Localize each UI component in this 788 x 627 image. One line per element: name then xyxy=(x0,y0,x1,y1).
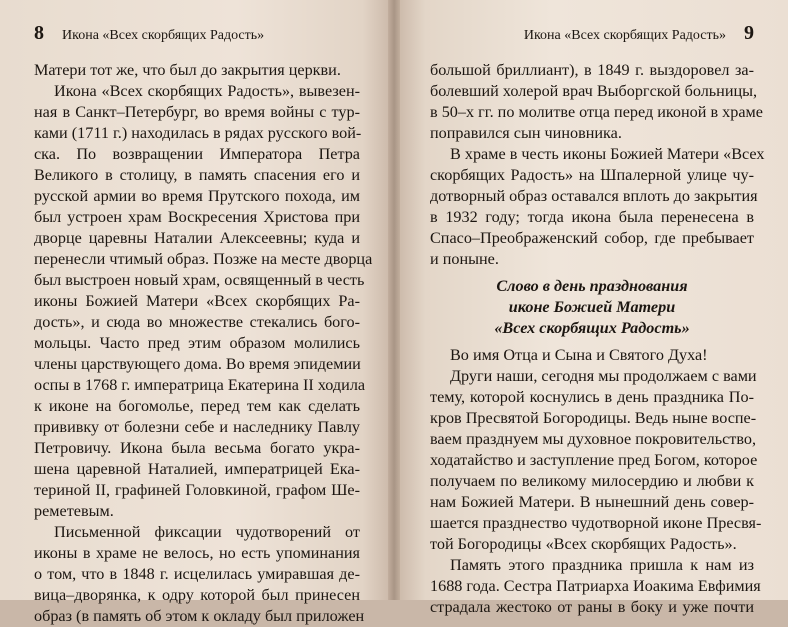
left-page-number: 8 xyxy=(34,22,44,44)
text-line: скорбящих Радость» на Шпалерной улице чу- xyxy=(430,166,754,184)
right-page xyxy=(394,0,788,616)
left-page xyxy=(0,0,394,625)
text-line: нам Божией Матери. В нынешний день совер- xyxy=(430,493,754,511)
text-line: Великого в столицу, в память спасения его и xyxy=(34,166,360,184)
left-running-title: Икона «Всех скорбящих Радость» xyxy=(62,28,265,43)
text-line: ная в Санкт–Петербург, во время войны с тур- xyxy=(34,103,360,121)
text-line: Други наши, сегодня мы продолжаем с вами xyxy=(450,367,757,385)
heading-line: «Всех скорбящих Радость» xyxy=(494,319,690,337)
text-line: ками (1711 г.) находилась в рядах русского вой- xyxy=(34,124,362,142)
text-line: шена царевной Наталией, императрицей Ека- xyxy=(34,460,360,478)
text-line: Матери тот же, что был до закрытия церкви. xyxy=(34,61,341,79)
text-line: дость», и сюда во множестве стекались бого- xyxy=(34,313,360,331)
text-line: вица–дворянка, к одру которой был принесен xyxy=(34,586,360,604)
text-line: кров Пресвятой Богородицы. Ведь ныне воспе- xyxy=(430,409,757,427)
text-line: 1688 года. Сестра Патриарха Иоакима Евфимия xyxy=(430,577,761,595)
text-line: Память этого праздника пришла к нам из xyxy=(450,556,754,574)
text-line: той Богородицы «Всех скорбящих Радость». xyxy=(430,535,737,553)
text-line: териной II, графиней Головкиной, графом Ше- xyxy=(34,481,360,499)
text-line: большой бриллиант), в 1849 г. выздоровел за- xyxy=(430,61,754,79)
text-line: мольцы. Часто пред этим образом молились xyxy=(34,334,360,352)
text-line: тему, которой коснулись в день праздника По- xyxy=(430,388,754,406)
text-line: иконы Божией Матери «Всех скорбящих Ра- xyxy=(34,292,360,310)
text-line: Письменной фиксации чудотворений от xyxy=(54,523,360,541)
text-line: Петровичу. Икона была весьма богато укра- xyxy=(34,439,360,457)
text-line: перенесли чтимый образ. Позже на месте дворца xyxy=(34,250,373,268)
text-line: Икона «Всех скорбящих Радость», вывезен- xyxy=(54,82,360,100)
text-line: ваем празднуем мы духовное покровительство, xyxy=(430,430,757,448)
text-line: Во имя Отца и Сына и Святого Духа! xyxy=(450,346,708,364)
text-line: русской армии во время Прутского похода, им xyxy=(34,187,360,205)
text-line: образ (в память об этом к окладу был приложен xyxy=(34,607,365,625)
text-line: болевший холерой врач Выборгской больницы, xyxy=(430,82,758,100)
right-running-head xyxy=(430,22,754,48)
sermon-heading xyxy=(430,276,754,339)
text-line: дворце царевны Наталии Алексеевны; куда и xyxy=(34,229,360,247)
heading-line: Слово в день празднования xyxy=(496,277,688,295)
text-line: В храме в честь иконы Божией Матери «Всех xyxy=(450,145,765,163)
text-line: шается празднество чудотворной иконе Пресвя- xyxy=(430,514,762,532)
book-gutter xyxy=(388,0,400,600)
text-line: к иконе на богомолье, перед тем как сделать xyxy=(34,397,360,415)
text-line: был устроен храм Воскресения Христова при xyxy=(34,208,360,226)
right-running-title: Икона «Всех скорбящих Радость» xyxy=(523,28,726,43)
text-line: оспы в 1768 г. императрица Екатерина II ходила xyxy=(34,376,366,394)
text-line: ска. По возвращении Императора Петра xyxy=(34,145,360,163)
heading-line: иконе Божией Матери xyxy=(508,298,676,316)
text-line: реметевым. xyxy=(34,502,114,520)
text-line: дотворный образ оставался вплоть до закрытия xyxy=(430,187,758,205)
text-line: поправился сын чиновника. xyxy=(430,124,622,142)
text-line: иконы в храме не велось, но есть упоминания xyxy=(34,544,360,562)
text-line: о том, что в 1848 г. исцелилась умиравшая де- xyxy=(34,565,360,583)
right-page-number: 9 xyxy=(744,22,754,44)
left-body-text xyxy=(34,60,373,627)
text-line: страдала жестоко от раны в боку и уже почти xyxy=(430,598,754,616)
text-line: был выстроен новый храм, освященный в честь xyxy=(34,271,365,289)
text-line: Спасо–Преображенский собор, где пребывает xyxy=(430,229,754,247)
text-line: получаем по великому милосердию и любви к xyxy=(430,472,754,490)
text-line: ходатайство и заступление пред Богом, которое xyxy=(430,451,758,469)
text-line: члены царствующего дома. Во время эпидемии xyxy=(34,355,361,373)
text-line: в 50–х гг. по молитве отца перед иконой в храме xyxy=(430,103,763,121)
text-line: прививку от болезни себе и наследнику Павлу xyxy=(34,418,360,436)
text-line: и поныне. xyxy=(430,250,499,268)
left-running-head xyxy=(34,22,360,48)
right-body-text xyxy=(430,60,765,618)
text-line: в 1932 году; тогда икона была перенесена в xyxy=(430,208,754,226)
